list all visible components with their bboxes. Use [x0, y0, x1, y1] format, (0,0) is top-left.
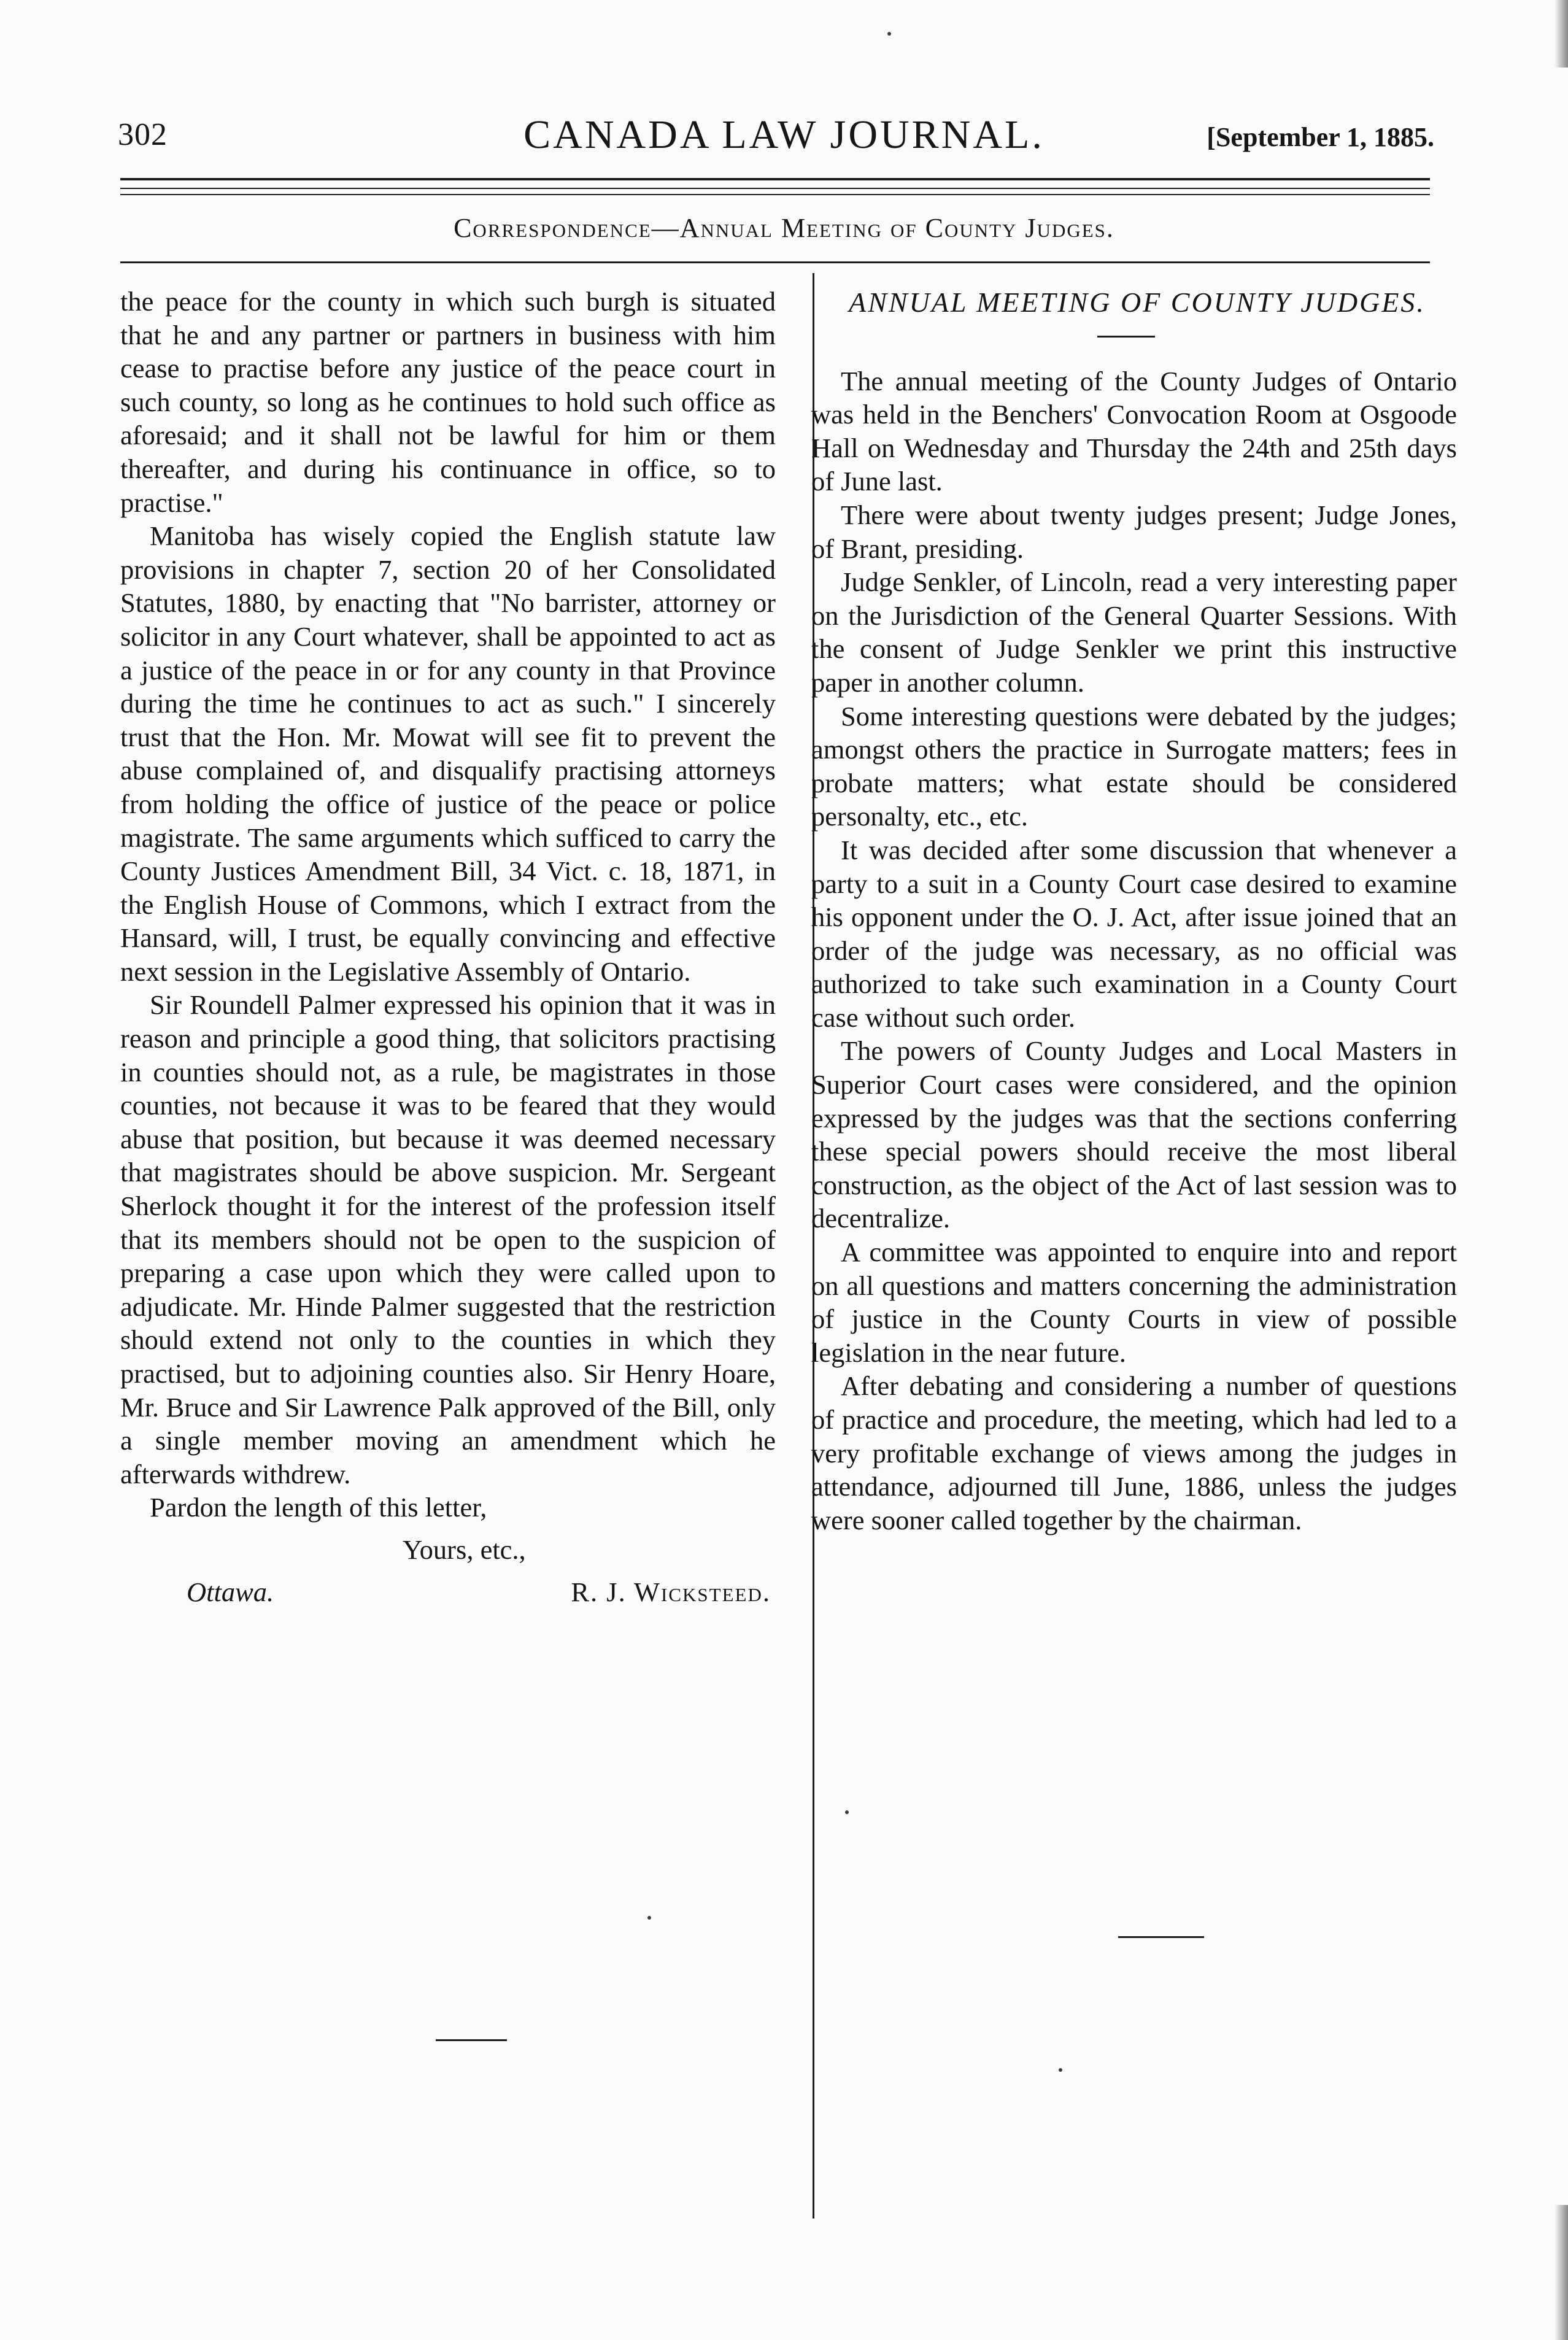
letter-paragraph: the peace for the county in which such burgh is situated that he and any partner or partners in business with him cease to practise before any justice of the peace court in such county, so long as he continues to hold such office as aforesaid; and it shall not be lawful for him or them thereafter, and during his continuance in office, so to practise."	[120, 286, 776, 518]
section-heading: Correspondence—Annual Meeting of County Judges.	[454, 213, 1114, 243]
article-spacer	[811, 338, 1457, 365]
article-title: ANNUAL MEETING OF COUNTY JUDGES.	[849, 287, 1426, 318]
letter-valediction: Yours, etc.,	[403, 1534, 526, 1565]
signature-line	[120, 1575, 776, 1609]
page-number: 302	[118, 117, 168, 152]
letter-paragraph: Manitoba has wisely copied the English statute law provisions in chapter 7, section 20 of her Consolidated Statutes, 1880, by enacting that "No barrister, attorney or solicitor in any Court whatever, shall be appointed to act as a justice of the peace in or for any county in that Province during the time he continues to act as such." I sincerely trust that the Hon. Mr. Mowat will see fit to prevent the abuse complained of, and disqualify practising attorneys from holding the office of justice of the peace or police magistrate. The same arguments which sufficed to carry the County Justices Amendment Bill, 34 Vict. c. 18, 1871, in the English House of Commons, which I extract from the Hansard, will, I trust, be equally convincing and effective next session in the Legislative Assembly of Ontario.	[120, 520, 776, 987]
article-paragraph: The powers of County Judges and Local Masters in Superior Court cases were considered, and the opinion expressed by the judges was that the sections conferring these special powers should receive the most liberal construction, as the object of the Act of last session was to decentralize.	[811, 1035, 1457, 1234]
right-column	[811, 286, 1457, 1537]
letter-closing: Pardon the length of this letter,	[150, 1492, 487, 1523]
article-paragraph: Some interesting questions were debated by the judges; amongst others the practice in Surrogate matters; fees in probate matters; what estate should be considered personalty, etc., etc.	[811, 700, 1457, 832]
article-paragraph: The annual meeting of the County Judges of Ontario was held in the Benchers' Convocation Room at Osgoode Hall on Wednesday and Thursday the 24th and 25th days of June last.	[811, 365, 1457, 497]
article-paragraph: It was decided after some discussion that whenever a party to a suit in a County Court case desired to examine his opponent under the O. J. Act, after issue joined that an order of the judge was necessary, as no official was authorized to take such examination in a County Court case without such order.	[811, 834, 1457, 1033]
article-paragraph: There were about twenty judges present; Judge Jones, of Brant, presiding.	[811, 499, 1457, 564]
page-edge-shadow	[1554, 2205, 1568, 2340]
right-column-end-rule	[1118, 1936, 1204, 1938]
print-speck	[1059, 2068, 1062, 2072]
left-column	[120, 285, 776, 1608]
letter-place: Ottawa.	[187, 1576, 274, 1607]
print-speck	[647, 1916, 651, 1920]
issue-date: [September 1, 1885.	[1207, 122, 1434, 152]
print-speck	[845, 1810, 849, 1814]
letter-signer: R. J. Wicksteed.	[571, 1576, 771, 1607]
left-column-end-rule	[436, 2039, 507, 2041]
article-paragraph: Judge Senkler, of Lincoln, read a very interesting paper on the Jurisdiction of the General Quarter Sessions. With the consent of Judge Senkler we print this instructive paper in another column.	[811, 566, 1457, 698]
section-heading-rule	[120, 261, 1430, 263]
article-paragraph: A committee was appointed to enquire into and report on all questions and matters concerning the administration of justice in the County Courts in view of possible legislation in the near future.	[811, 1237, 1457, 1368]
header-rule-thick	[120, 178, 1430, 180]
journal-title: CANADA LAW JOURNAL.	[523, 112, 1045, 157]
header-rule-thin	[120, 188, 1430, 189]
letter-paragraph: Sir Roundell Palmer expressed his opinion that it was in reason and principle a good thing, that solicitors practising in counties should not, as a rule, be magistrates in those counties, not because it was to be feared that they would abuse that position, but because it was deemed necessary that magistrates should be above suspicion. Mr. Sergeant Sherlock thought it for the interest of the profession itself that its members should not be open to the suspicion of preparing a case upon which they were called upon to adjudicate. Mr. Hinde Palmer suggested that the restriction should extend not only to the counties in which they practised, but to adjoining counties also. Sir Henry Hoare, Mr. Bruce and Sir Lawrence Palk approved of the Bill, only a single member moving an amendment which he afterwards withdrew.	[120, 989, 776, 1489]
page-edge-shadow	[1554, 0, 1568, 68]
print-speck	[887, 32, 891, 36]
header-rule-thin-lower	[120, 194, 1430, 195]
article-paragraph: After debating and considering a number of questions of practice and procedure, the meeting, which had led to a very profitable exchange of views among the judges in attendance, adjourned till June, 1886, unless the judges were sooner called together by the chairman.	[811, 1370, 1457, 1535]
